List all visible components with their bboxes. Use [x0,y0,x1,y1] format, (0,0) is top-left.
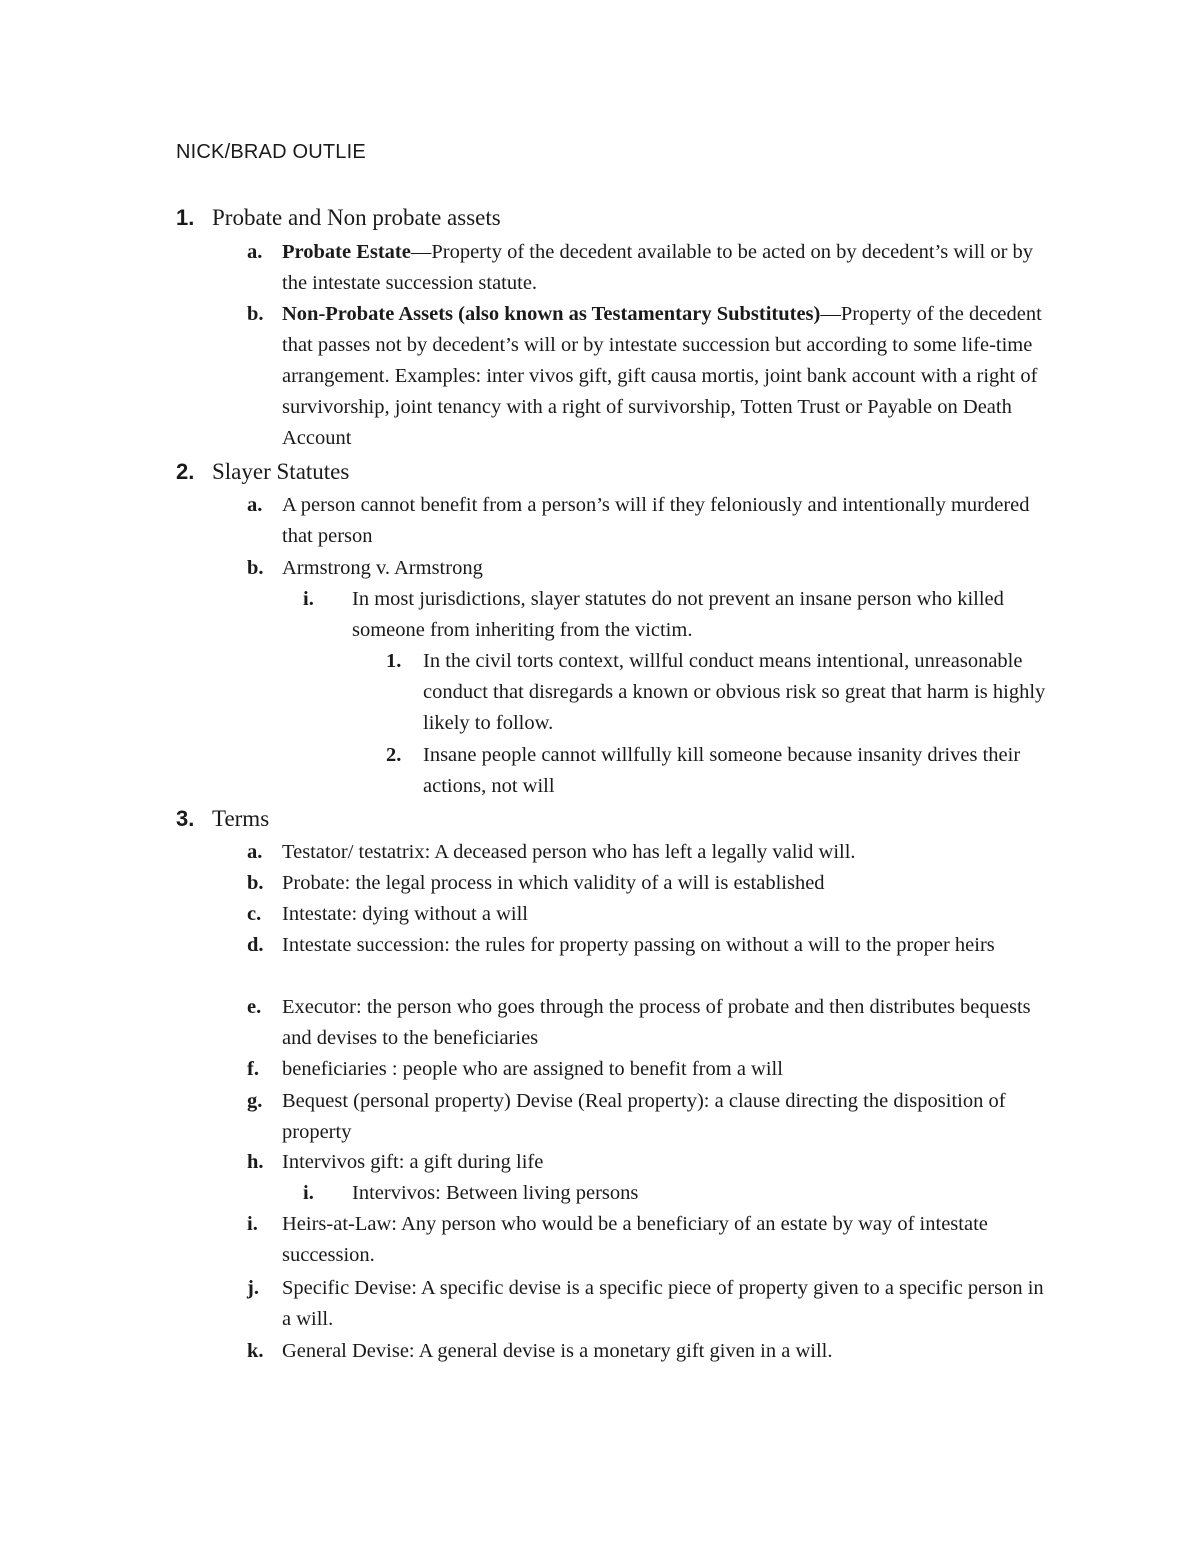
section-number: 3. [176,806,195,831]
list-item-text: Intervivos: Between living persons [352,1182,639,1204]
list-item [247,1147,1057,1178]
list-item-text: Bequest (personal property) Devise (Real property): a clause directing the disposition of property [282,1090,1006,1143]
list-item-text [282,299,1057,454]
list-marker: h. [247,1151,264,1173]
list-item [247,1054,1057,1085]
list-item [247,1273,1057,1335]
list-item-text: beneficiaries : people who are assigned to benefit from a will [282,1058,783,1080]
list-item-text: Intestate succession: the rules for property passing on without a will to the proper heirs [282,934,995,956]
list-item [247,930,1057,961]
list-item [247,553,1057,584]
list-item-text: In the civil torts context, willful conduct means intentional, unreasonable conduct that disregards a known or obvious risk so great that harm is highly likely to follow. [423,650,1046,734]
list-marker: a. [247,841,263,863]
section-number: 1. [176,205,195,230]
list-marker: i. [247,1213,258,1235]
list-marker: g. [247,1090,263,1112]
list-item-text: Testator/ testatrix: A deceased person who has left a legally valid will. [282,841,856,863]
list-item-text: Specific Devise: A specific devise is a specific piece of property given to a specific person in a will. [282,1277,1044,1330]
list-marker: d. [247,934,264,956]
list-marker: a. [247,494,263,516]
list-item [247,868,1057,899]
section-title: Terms [212,806,270,831]
list-marker: a. [247,241,263,263]
list-marker: k. [247,1340,264,1362]
list-item [247,1209,1057,1271]
list-item [247,299,1057,454]
list-marker: 2. [386,744,402,766]
definition-text: —Property of the decedent that passes not by decedent’s will or by intestate succession but according to some life-time arrangement. Examples: inter vivos gift, gift causa mortis, joint bank account with a right of survivorship, joint tenancy with a right of survivorship, Totten Trust or Payable on Death Account [282,303,1042,449]
sub-list-item [303,1178,1063,1209]
list-item-text: A person cannot benefit from a person’s will if they feloniously and intentionally murdered that person [282,494,1030,547]
list-marker: c. [247,903,262,925]
list-item [247,837,1057,868]
list-marker: j. [247,1277,259,1299]
list-item-text: Intestate: dying without a will [282,903,528,925]
list-item-text [282,237,1057,299]
list-item-text: General Devise: A general devise is a monetary gift given in a will. [282,1340,833,1362]
defined-term: Non-Probate Assets (also known as Testamentary Substitutes) [282,303,821,325]
list-item-text: Armstrong v. Armstrong [282,557,483,579]
list-item-text: Intervivos gift: a gift during life [282,1151,544,1173]
defined-term: Probate Estate [282,241,411,263]
list-item-text: In most jurisdictions, slayer statutes do not prevent an insane person who killed someone from inheriting from the victim. [352,588,1004,641]
list-marker: b. [247,557,264,579]
list-item [247,992,1057,1054]
list-item [247,899,1057,930]
document-title: NICK/BRAD OUTLIE [176,141,366,163]
section-title: Probate and Non probate assets [212,205,501,230]
list-marker: f. [247,1058,259,1080]
list-item [247,237,1057,299]
list-item [247,490,1057,552]
list-marker: b. [247,872,264,894]
list-marker: i. [303,1182,314,1204]
list-marker: b. [247,303,264,325]
definition-text: —Property of the decedent available to be acted on by decedent’s will or by the intestate succession statute. [282,241,1034,294]
list-item-text: Probate: the legal process in which validity of a will is established [282,872,825,894]
list-item-text: Insane people cannot willfully kill someone because insanity drives their actions, not will [423,744,1021,797]
list-marker: i. [303,588,314,610]
section-title: Slayer Statutes [212,459,350,484]
sub-sub-list-item [386,740,1066,802]
list-item [247,1336,1057,1367]
list-item-text: Heirs-at-Law: Any person who would be a beneficiary of an estate by way of intestate succession. [282,1213,988,1266]
list-marker: 1. [386,650,402,672]
list-marker: e. [247,996,262,1018]
list-item-text: Executor: the person who goes through the process of probate and then distributes bequests and devises to the beneficiaries [282,996,1031,1049]
sub-sub-list-item [386,646,1066,739]
sub-list-item [303,584,1063,646]
section-number: 2. [176,459,195,484]
list-item [247,1086,1057,1148]
